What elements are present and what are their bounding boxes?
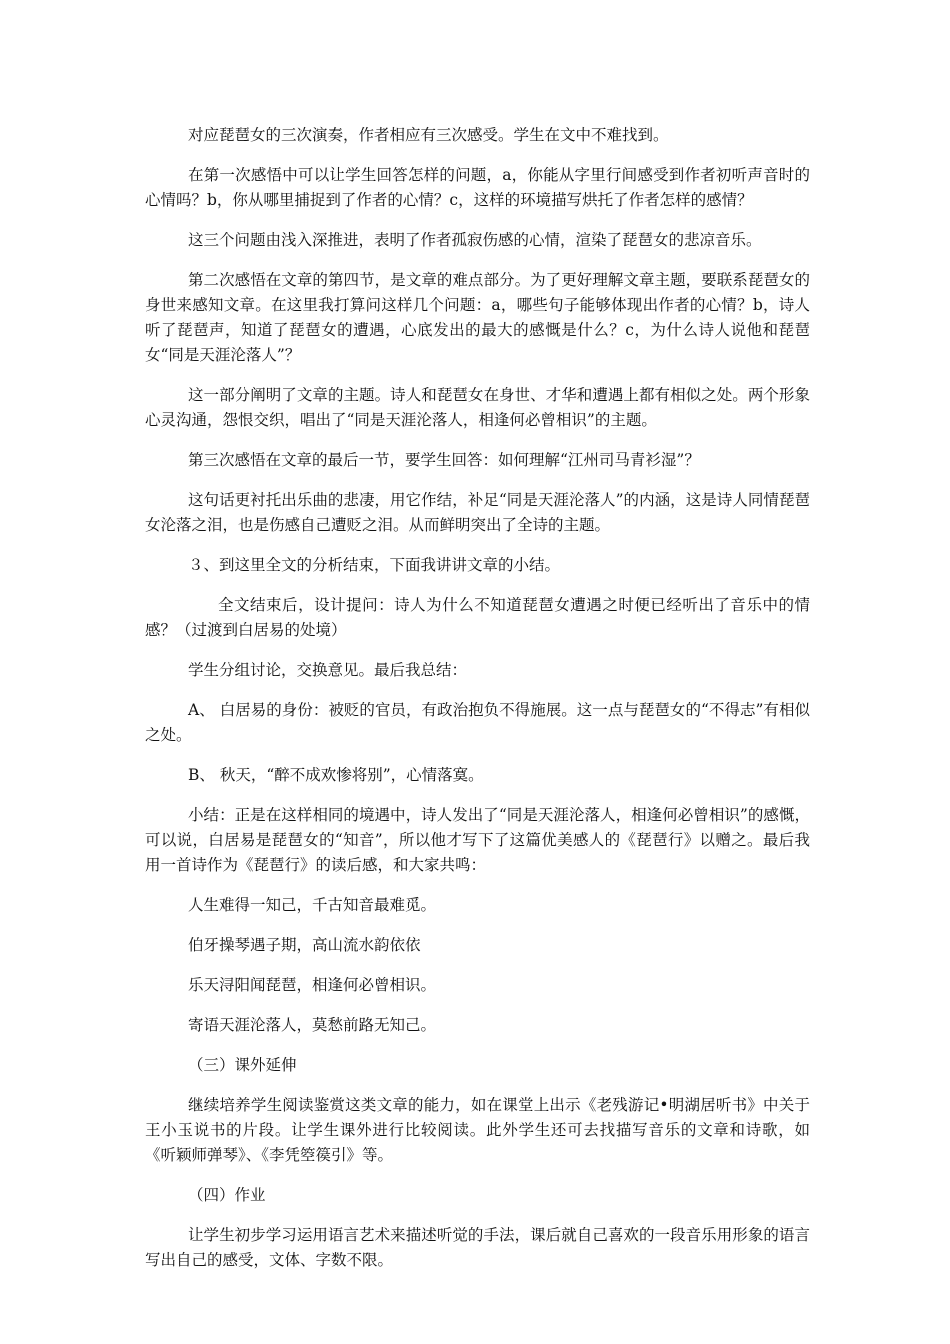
- list-item: A、 白居易的身份：被贬的官员，有政治抱负不得施展。这一点与琵琶女的“不得志”有相似之处。: [145, 701, 810, 744]
- document-body: [145, 123, 810, 1288]
- paragraph: 这一部分阐明了文章的主题。诗人和琵琶女在身世、才华和遭遇上都有相似之处。两个形象心灵沟通，怨恨交织，唱出了“同是天涯沦落人，相逢何必曾相识”的主题。: [145, 386, 810, 429]
- paragraph: 全文结束后，设计提问：诗人为什么不知道琵琶女遭遇之时便已经听出了音乐中的情感？（过渡到白居易的处境）: [145, 596, 810, 639]
- poem-line: 伯牙操琴遇子期，高山流水韵依依: [188, 936, 421, 954]
- paragraph: 学生分组讨论，交换意见。最后我总结：: [188, 661, 468, 679]
- paragraph: 第三次感悟在文章的最后一节，要学生回答：如何理解“江州司马青衫湿”？: [188, 451, 700, 469]
- paragraph: 第二次感悟在文章的第四节，是文章的难点部分。为了更好理解文章主题，要联系琵琶女的身世来感知文章。在这里我打算问这样几个问题：a，哪些句子能够体现出作者的心情？b，诗人听了琵琶声，知道了琵琶女的遭遇，心底发出的最大的感慨是什么？c，为什么诗人说他和琵琶女“同是天涯沦落人”？: [145, 271, 810, 364]
- paragraph: 继续培养学生阅读鉴赏这类文章的能力，如在课堂上出示《老残游记•明湖居听书》中关于王小玉说书的片段。让学生课外进行比较阅读。此外学生还可去找描写音乐的文章和诗歌，如《听颖师弹琴》、《李凭箜篌引》等。: [145, 1096, 810, 1164]
- paragraph: 这句话更衬托出乐曲的悲凄，用它作结，补足“同是天涯沦落人”的内涵，这是诗人同情琵琶女沦落之泪，也是伤感自己遭贬之泪。从而鲜明突出了全诗的主题。: [145, 491, 810, 534]
- paragraph: 让学生初步学习运用语言艺术来描述听觉的手法，课后就自己喜欢的一段音乐用形象的语言写出自己的感受，文体、字数不限。: [145, 1226, 810, 1269]
- section-heading: （三）课外延伸: [188, 1056, 297, 1074]
- poem-line: 人生难得一知己，千古知音最难觅。: [188, 896, 437, 914]
- paragraph: 小结：正是在这样相同的境遇中，诗人发出了“同是天涯沦落人，相逢何必曾相识”的感慨，可以说，白居易是琵琶女的“知音”，所以他才写下了这篇优美感人的《琵琶行》以赠之。最后我用一首诗作为《琵琶行》的读后感，和大家共鸣：: [145, 806, 810, 874]
- poem-line: 乐天浔阳闻琵琶，相逢何必曾相识。: [188, 976, 437, 994]
- paragraph: 在第一次感悟中可以让学生回答怎样的问题，a，你能从字里行间感受到作者初听声音时的心情吗？b，你从哪里捕捉到了作者的心情？c，这样的环境描写烘托了作者怎样的感情？: [145, 166, 810, 209]
- poem-line: 寄语天涯沦落人，莫愁前路无知己。: [188, 1016, 437, 1034]
- section-heading: （四）作业: [188, 1186, 266, 1204]
- paragraph: 对应琵琶女的三次演奏，作者相应有三次感受。学生在文中不难找到。: [188, 126, 669, 144]
- list-item: B、 秋天，“醉不成欢惨将别”，心情落寞。: [188, 766, 484, 784]
- paragraph: ３、到这里全文的分析结束，下面我讲讲文章的小结。: [188, 556, 561, 574]
- paragraph: 这三个问题由浅入深推进，表明了作者孤寂伤感的心情，渲染了琵琶女的悲凉音乐。: [188, 231, 762, 249]
